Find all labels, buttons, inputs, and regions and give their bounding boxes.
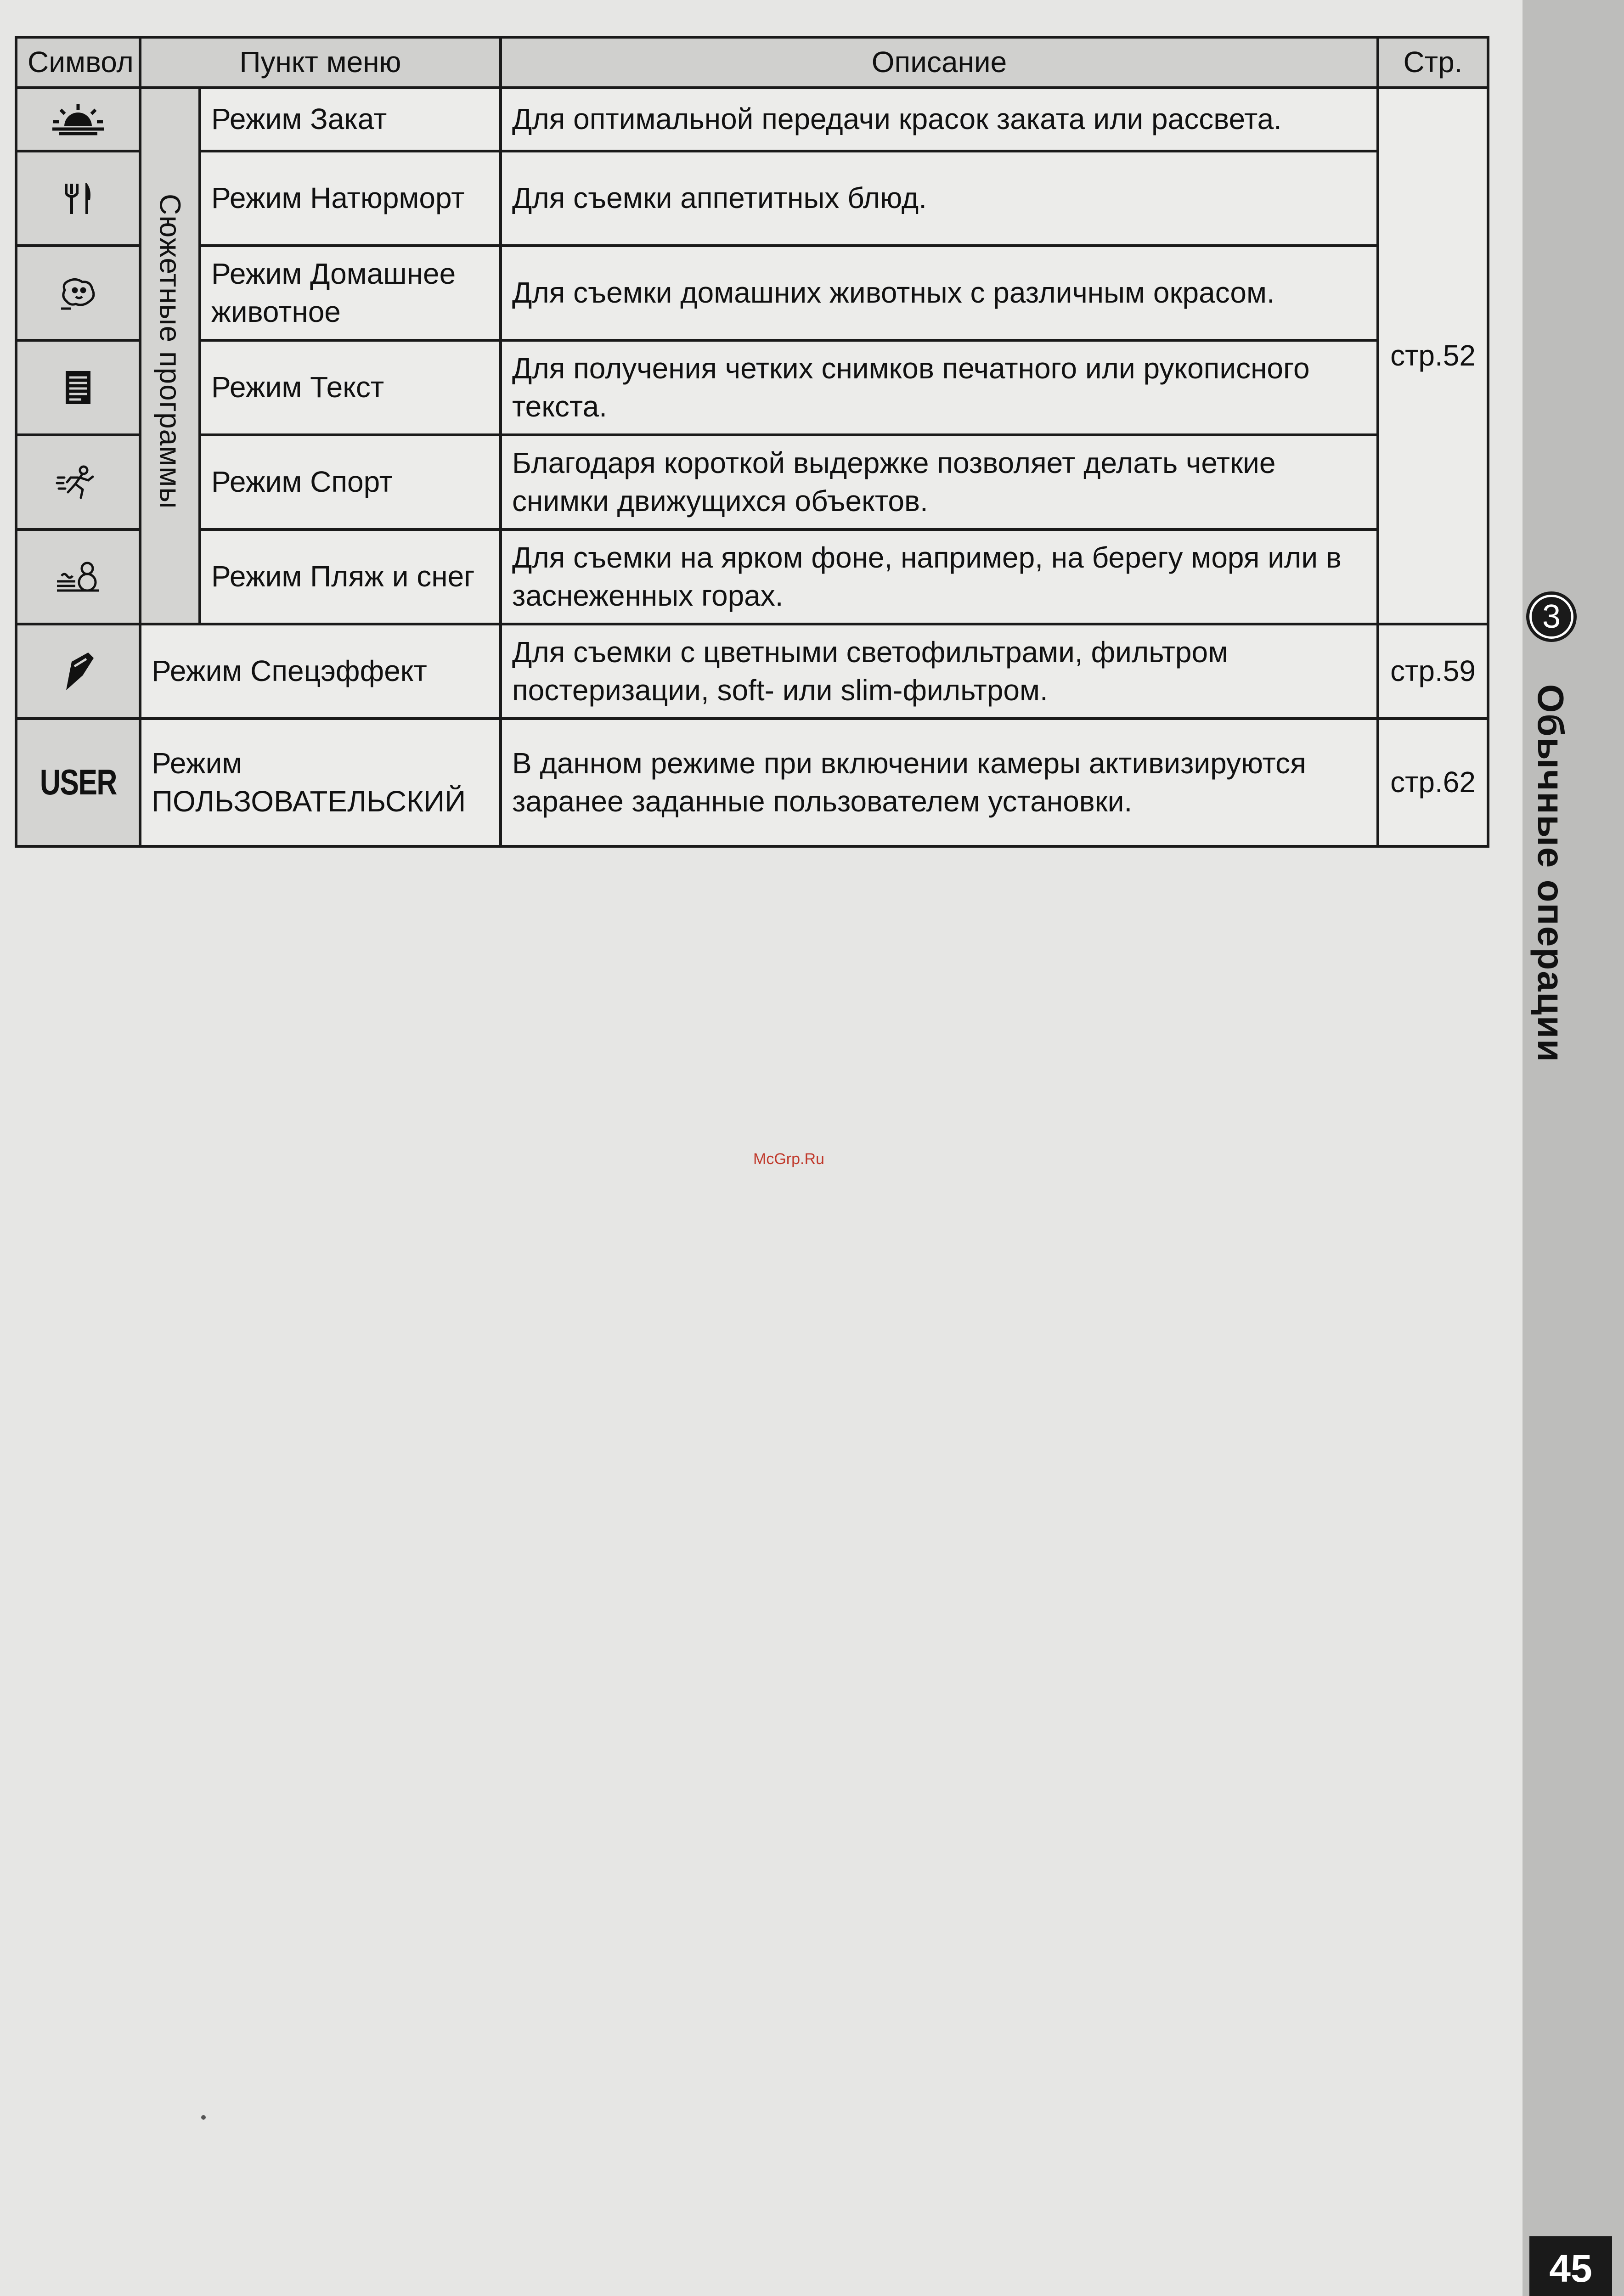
menu-item-cell: Режим ПОЛЬЗОВАТЕЛЬСКИЙ — [140, 719, 501, 846]
table-row — [16, 151, 1488, 246]
fork-knife-icon — [60, 180, 96, 217]
symbol-cell — [16, 246, 140, 340]
chapter-number-badge — [1526, 591, 1577, 642]
header-description: Описание — [501, 37, 1378, 88]
pet-icon — [57, 275, 99, 311]
chapter-title: Обычные операции — [1530, 684, 1571, 1063]
chapter-side-strip — [1522, 0, 1624, 2296]
user-mode-icon: USER — [39, 762, 117, 803]
description-cell: Для съемки на ярком фоне, например, на берегу моря или в заснеженных горах. — [501, 529, 1378, 624]
description-cell: Для оптимальной передачи красок заката или рассвета. — [501, 88, 1378, 151]
scene-programs-group — [140, 88, 200, 624]
symbol-cell — [16, 340, 140, 435]
menu-item-cell: Режим Текст — [200, 340, 501, 435]
symbol-cell — [16, 88, 140, 151]
table-row — [16, 719, 1488, 846]
scene-programs-label: Сюжетные программы — [153, 193, 187, 509]
table-row — [16, 435, 1488, 529]
table-header-row — [16, 37, 1488, 88]
table-row — [16, 624, 1488, 719]
stray-dot — [201, 2115, 206, 2120]
sunset-icon — [51, 103, 106, 135]
menu-item-cell: Режим Домашнее животное — [200, 246, 501, 340]
description-cell: Для съемки с цветными светофильтрами, фильтром постеризации, soft- или slim-фильтром. — [501, 624, 1378, 719]
menu-item-cell: Режим Спорт — [200, 435, 501, 529]
menu-item-cell: Режим Закат — [200, 88, 501, 151]
description-cell: Для получения четких снимков печатного или рукописного текста. — [501, 340, 1378, 435]
shooting-modes-table — [15, 36, 1489, 848]
description-cell: В данном режиме при включении камеры активизируются заранее заданные пользователем установки. — [501, 719, 1378, 846]
chapter-number: 3 — [1529, 595, 1573, 639]
table-row — [16, 340, 1488, 435]
menu-item-cell: Режим Спецэффект — [140, 624, 501, 719]
symbol-cell — [16, 151, 140, 246]
text-document-icon — [62, 369, 94, 406]
page-ref-effect: стр.59 — [1378, 624, 1488, 719]
description-cell: Для съемки домашних животных с различным окрасом. — [501, 246, 1378, 340]
table-row — [16, 529, 1488, 624]
header-symbol: Символ — [16, 37, 140, 88]
header-page: Стр. — [1378, 37, 1488, 88]
symbol-cell — [16, 719, 140, 846]
description-cell: Для съемки аппетитных блюд. — [501, 151, 1378, 246]
symbol-cell — [16, 435, 140, 529]
digital-filter-icon — [60, 651, 96, 692]
beach-snow-icon — [55, 558, 101, 595]
table-row — [16, 246, 1488, 340]
page-number: 45 — [1529, 2236, 1612, 2296]
description-cell: Благодаря короткой выдержке позволяет делать четкие снимки движущихся объектов. — [501, 435, 1378, 529]
watermark: McGrp.Ru — [753, 1150, 824, 1168]
header-menu-item: Пункт меню — [140, 37, 501, 88]
menu-item-cell: Режим Пляж и снег — [200, 529, 501, 624]
sport-runner-icon — [55, 464, 101, 501]
symbol-cell — [16, 529, 140, 624]
page-ref-scene: стр.52 — [1378, 88, 1488, 624]
page-ref-user: стр.62 — [1378, 719, 1488, 846]
table-row — [16, 88, 1488, 151]
menu-item-cell: Режим Натюрморт — [200, 151, 501, 246]
symbol-cell — [16, 624, 140, 719]
